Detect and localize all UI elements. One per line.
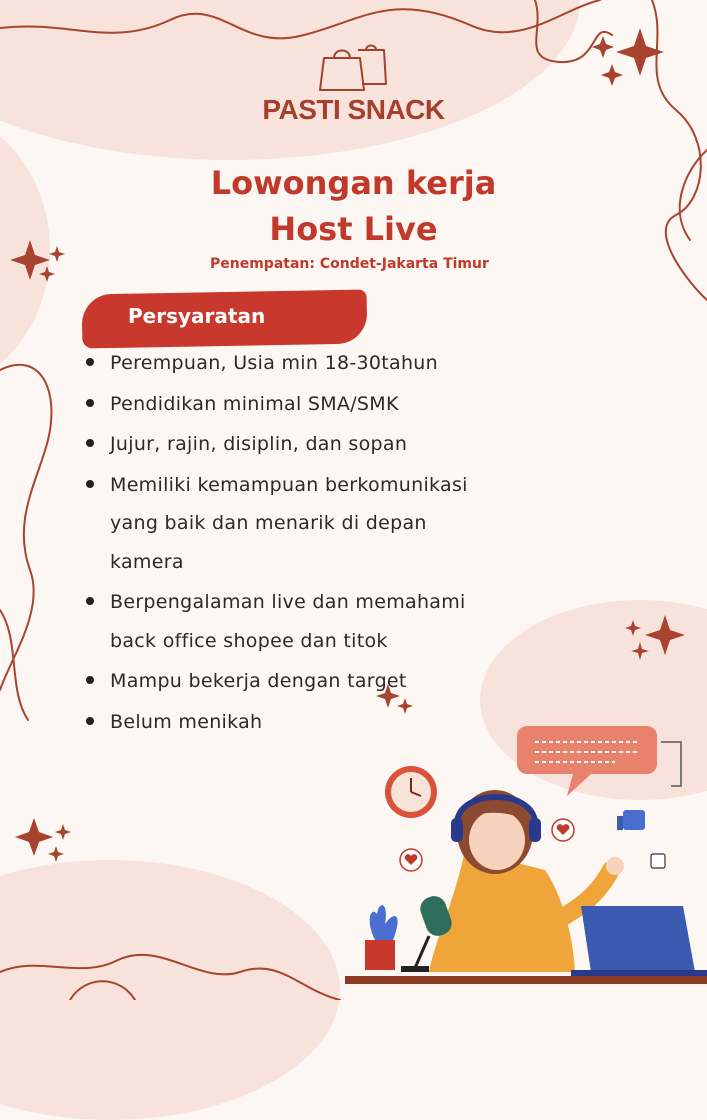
bullet-icon [86,717,94,725]
sparkle-icon [48,846,64,862]
list-item [86,583,526,660]
bullet-icon [86,480,94,488]
requirements-list [86,344,526,743]
list-item [86,466,526,582]
sparkle-icon [39,266,55,282]
list-item [86,425,526,464]
list-item-text: yang baik dan menarik di depan [110,512,427,534]
sparkle-icon [55,824,71,840]
sparkle-icon [645,615,685,655]
list-item-text: Memiliki kemampuan berkomunikasi [110,473,468,496]
laptop-icon [571,906,707,976]
list-item-text: Belum menikah [110,710,263,733]
plant-icon [365,905,398,970]
sparkle-icon [631,642,649,660]
bullet-icon [86,676,94,684]
sparkle-icon [601,64,623,86]
requirements-heading: Persyaratan [128,304,266,328]
list-item [86,385,526,424]
clock-icon [385,766,437,818]
heart-icon [552,819,574,841]
sparkle-icon [625,620,641,636]
desk [345,976,707,984]
bullet-icon [86,439,94,447]
bullet-icon [86,358,94,366]
list-item-text: Perempuan, Usia min 18-30tahun [110,352,438,374]
host-live-illustration [345,700,707,1000]
thumbs-up-icon [617,810,645,830]
list-item-text: Pendidikan minimal SMA/SMK [110,392,399,415]
list-item-text: back office shopee dan titok [110,629,388,652]
bullet-icon [86,399,94,407]
list-item-text: Berpengalaman live dan memahami [110,591,466,613]
list-item [86,662,526,701]
shopping-bags-icon [318,44,390,92]
bullet-icon [86,597,94,605]
thumbs-up-icon [651,854,665,868]
list-item-text: Mampu bekerja dengan target [110,670,407,692]
sparkle-icon [49,246,65,262]
location-text: Penempatan: Condet-Jakarta Timur [210,256,489,272]
list-item-text: Jujur, rajin, disiplin, dan sopan [110,433,408,455]
list-item [86,344,526,383]
sparkle-icon [15,818,53,856]
heart-icon [400,849,422,871]
speech-bubble-icon [517,726,681,796]
page-title-line-1: Lowongan kerja [210,164,497,202]
page-title-line-2: Host Live [269,210,438,248]
list-item-text: kamera [110,550,184,573]
brand-name: PASTI SNACK [262,94,445,125]
